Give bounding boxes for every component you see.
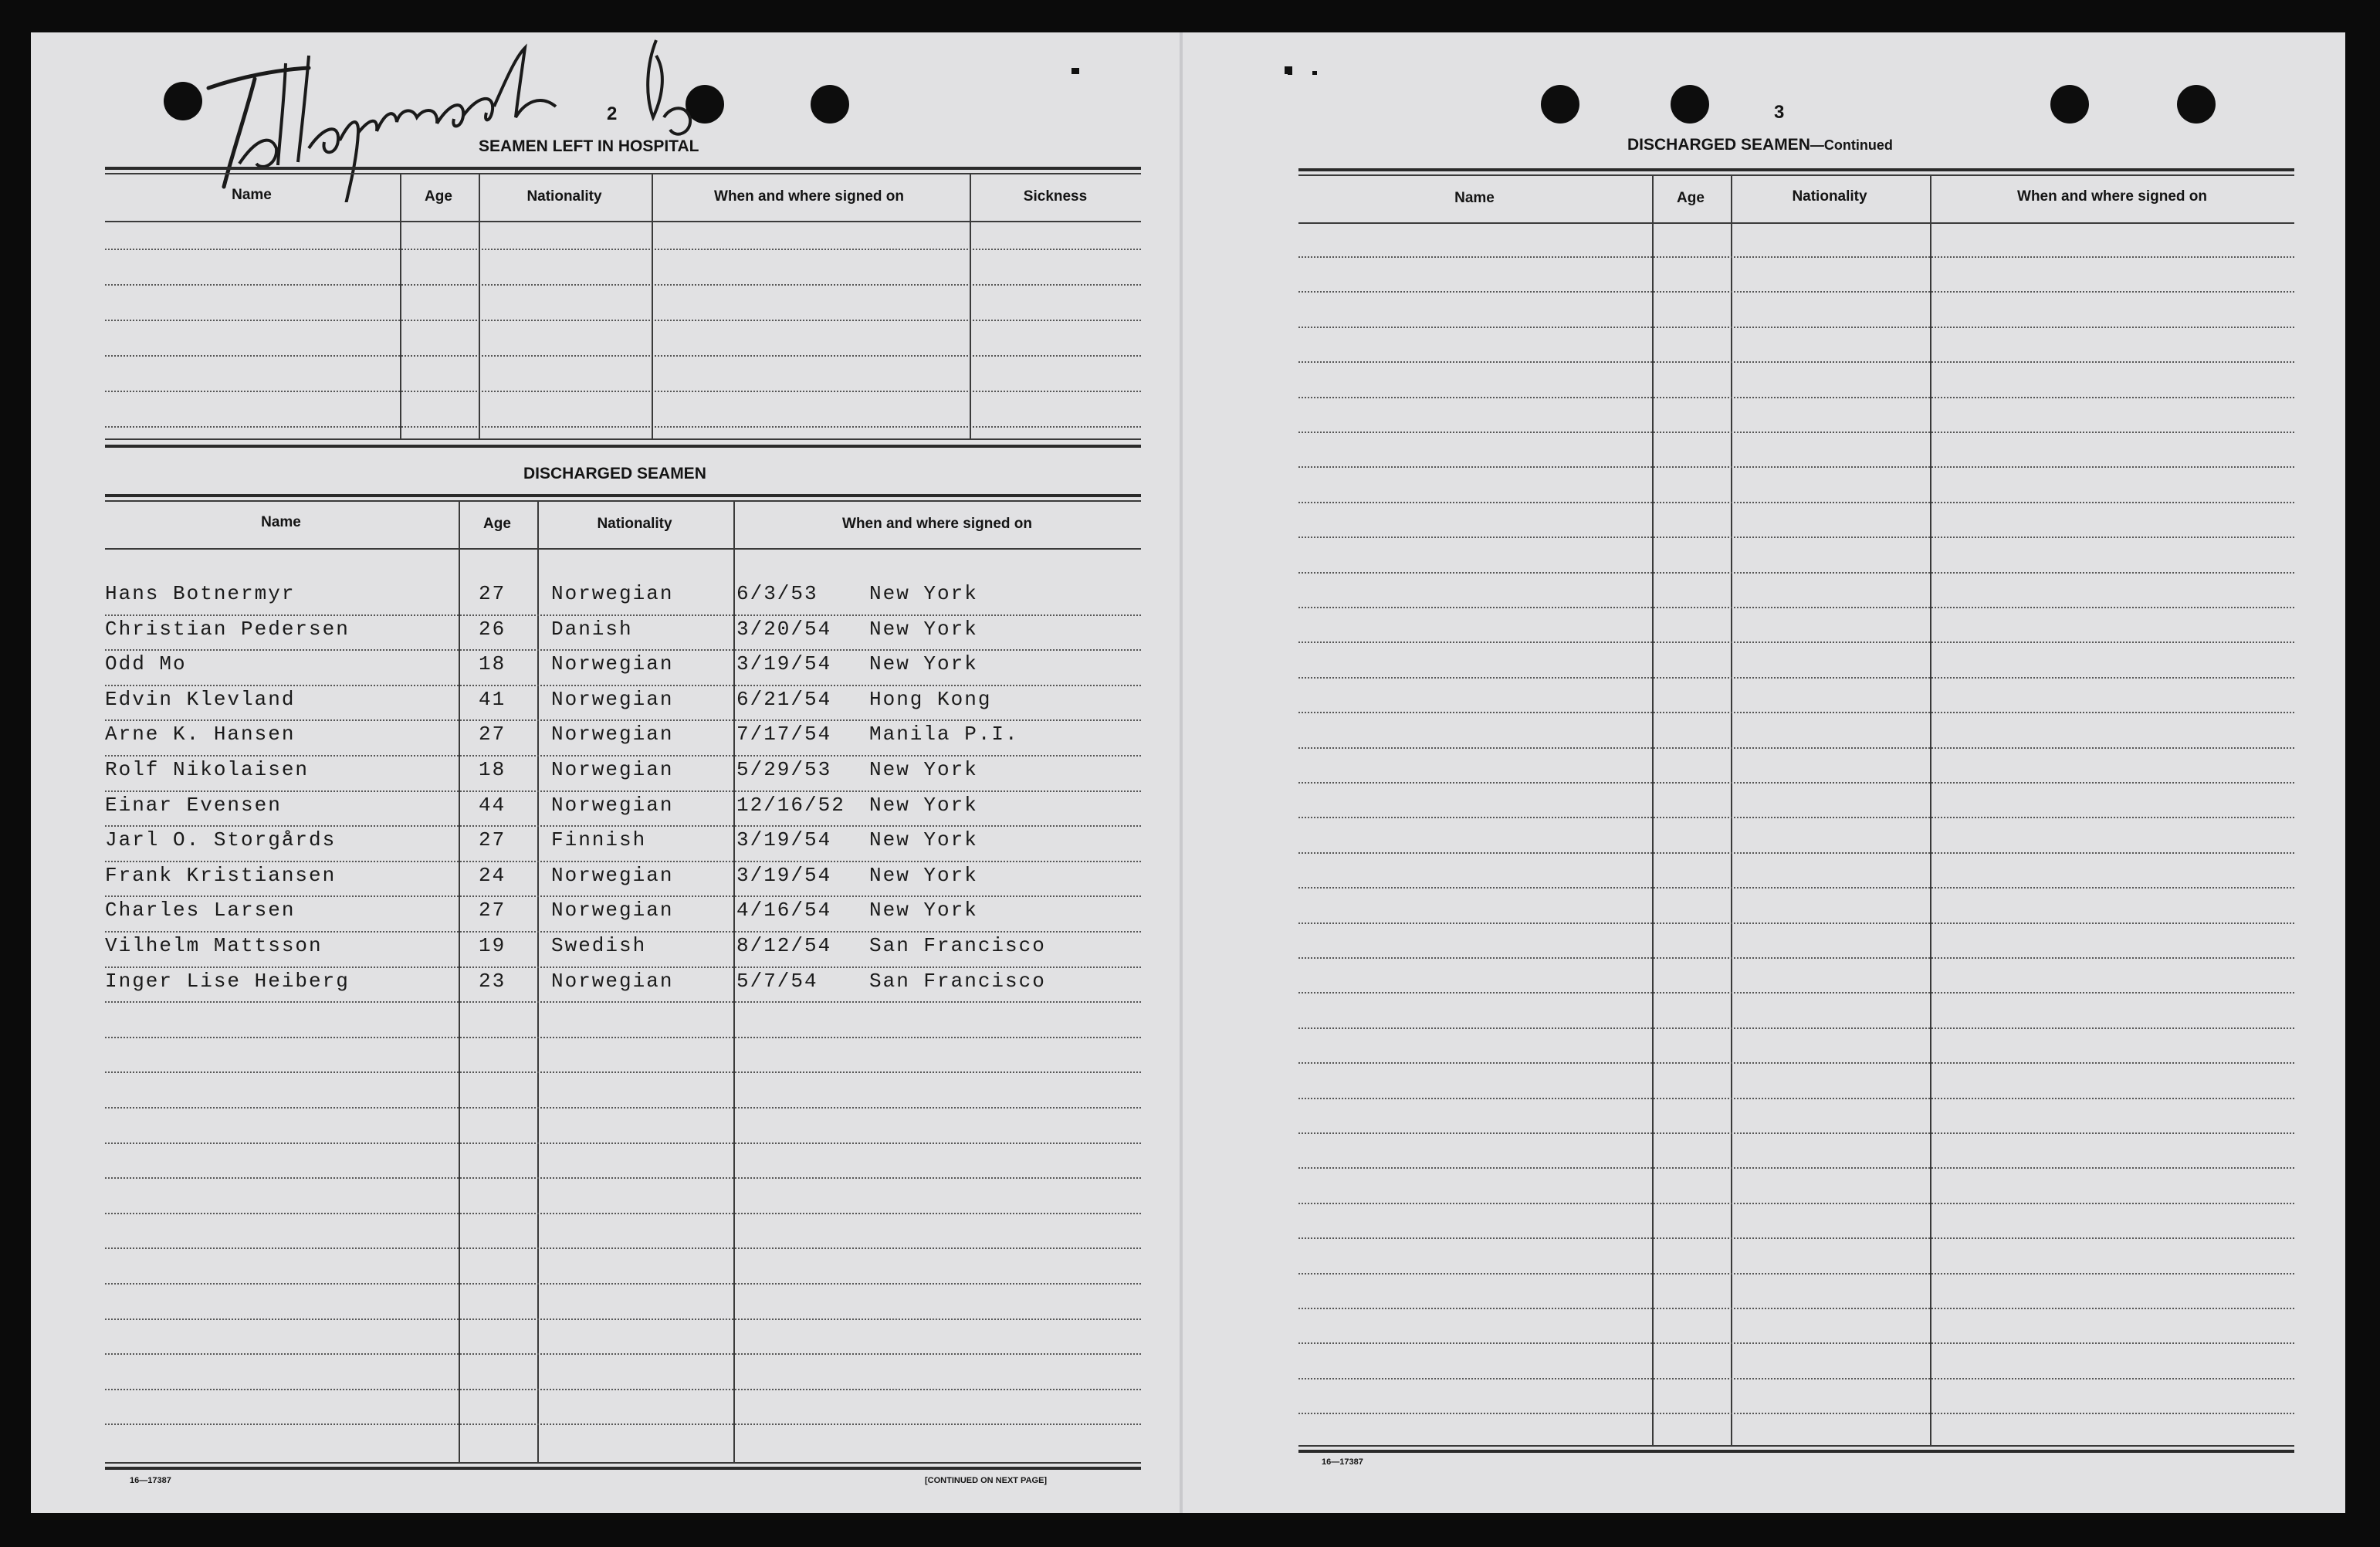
hospital-row-line (105, 249, 1141, 250)
row-line (105, 649, 1141, 651)
cell-name: Frank Kristiansen (105, 863, 337, 887)
cell-name: Vilhelm Mattsson (105, 934, 323, 957)
cell-name: Edvin Klevland (105, 687, 296, 711)
hospital-bottom-rule (105, 438, 1141, 440)
row-line (1298, 677, 2294, 679)
cell-age: 41 (479, 687, 506, 711)
right-col-nationality: Nationality (1792, 188, 1867, 205)
row-line (1298, 291, 2294, 293)
cell-nationality: Norwegian (551, 687, 674, 711)
row-line (1298, 397, 2294, 398)
hospital-col-divider (970, 173, 971, 440)
handwritten-signature (193, 32, 749, 202)
hospital-col-nationality: Nationality (526, 188, 602, 205)
cell-date: 3/19/54 (736, 652, 832, 676)
row-line (1298, 1308, 2294, 1309)
row-line (1298, 992, 2294, 994)
row-line (1298, 712, 2294, 713)
continued-section-title (1627, 136, 1893, 154)
left-page (31, 32, 1210, 1513)
cell-nationality: Norwegian (551, 899, 674, 922)
row-line (1298, 782, 2294, 784)
row-line (1298, 817, 2294, 818)
row-line (1298, 1378, 2294, 1379)
cell-place: New York (869, 899, 978, 922)
discharged-col-name: Name (261, 514, 301, 530)
row-line (1298, 1413, 2294, 1414)
right-top-rule (1298, 168, 2294, 171)
cell-date: 6/3/53 (736, 582, 818, 605)
cell-age: 23 (479, 969, 506, 993)
cell-name: Christian Pedersen (105, 617, 350, 641)
cell-name: Einar Evensen (105, 793, 282, 817)
row-line (1298, 607, 2294, 608)
continued-section-title-main: DISCHARGED SEAMEN (1627, 136, 1810, 154)
cell-date: 5/29/53 (736, 758, 832, 781)
cell-age: 18 (479, 758, 506, 781)
right-col-signed-on: When and where signed on (2017, 188, 2207, 205)
row-line (1298, 327, 2294, 328)
hospital-row-line (105, 320, 1141, 321)
hospital-col-name: Name (232, 187, 272, 203)
row-line (1298, 256, 2294, 258)
cell-age: 27 (479, 723, 506, 746)
cell-place: Hong Kong (869, 687, 992, 711)
hospital-section-title: SEAMEN LEFT IN HOSPITAL (479, 137, 699, 155)
row-line (1298, 1062, 2294, 1064)
cell-date: 3/20/54 (736, 617, 832, 641)
row-line (1298, 572, 2294, 574)
cell-date: 6/21/54 (736, 687, 832, 711)
discharged-col-signed-on: When and where signed on (842, 516, 1032, 532)
row-line (105, 1283, 1141, 1285)
cell-name: Rolf Nikolaisen (105, 758, 310, 781)
row-line (1298, 852, 2294, 854)
row-line (1298, 887, 2294, 889)
row-line (1298, 1342, 2294, 1344)
cell-name: Charles Larsen (105, 899, 296, 922)
right-page (1214, 32, 2345, 1513)
hospital-col-age: Age (425, 188, 452, 205)
cell-date: 12/16/52 (736, 793, 845, 817)
hospital-header-rule (105, 221, 1141, 222)
discharged-col-age: Age (483, 516, 511, 532)
discharged-header-rule (105, 548, 1141, 550)
row-line (1298, 502, 2294, 503)
cell-date: 5/7/54 (736, 969, 818, 993)
cell-nationality: Norwegian (551, 863, 674, 887)
cell-nationality: Norwegian (551, 969, 674, 993)
right-col-divider (1652, 174, 1654, 1447)
hospital-row-line (105, 284, 1141, 286)
cell-name: Hans Botnermyr (105, 582, 296, 605)
hospital-bottom-rule-2 (105, 445, 1141, 448)
row-line (1298, 361, 2294, 363)
cell-age: 26 (479, 617, 506, 641)
rule (105, 173, 1141, 174)
row-line (105, 1001, 1141, 1003)
right-bottom-rule (1298, 1445, 2294, 1447)
row-line (1298, 1203, 2294, 1204)
cell-nationality: Finnish (551, 828, 647, 852)
row-line (105, 685, 1141, 686)
cell-place: New York (869, 582, 978, 605)
row-line (105, 1142, 1141, 1144)
cell-place: New York (869, 758, 978, 781)
row-line (1298, 1027, 2294, 1029)
cell-age: 24 (479, 863, 506, 887)
discharged-col-nationality: Nationality (597, 516, 672, 532)
cell-age: 18 (479, 652, 506, 676)
discharged-top-rule (105, 494, 1141, 497)
row-line (105, 1213, 1141, 1214)
page-number: 2 (607, 103, 618, 124)
row-line (1298, 957, 2294, 959)
right-col-name: Name (1454, 190, 1495, 206)
form-number: 16—17387 (1322, 1457, 1363, 1467)
hospital-col-divider (479, 173, 480, 440)
row-line (1298, 537, 2294, 538)
cell-date: 7/17/54 (736, 723, 832, 746)
rule (105, 500, 1141, 502)
cell-name: Arne K. Hansen (105, 723, 296, 746)
page-fold (1180, 32, 1183, 1513)
cell-name: Odd Mo (105, 652, 187, 676)
row-line (1298, 432, 2294, 433)
row-line (1298, 641, 2294, 643)
cell-date: 3/19/54 (736, 828, 832, 852)
right-header-rule (1298, 222, 2294, 224)
row-line (105, 1389, 1141, 1390)
discharged-bottom-rule-2 (105, 1467, 1141, 1470)
hospital-row-line (105, 391, 1141, 392)
row-line (1298, 466, 2294, 468)
hospital-row-line (105, 355, 1141, 357)
scanned-document (31, 32, 2345, 1513)
row-line (105, 1353, 1141, 1355)
row-line (105, 719, 1141, 721)
cell-date: 8/12/54 (736, 934, 832, 957)
cell-place: New York (869, 863, 978, 887)
page-number: 3 (1774, 102, 1785, 123)
hospital-col-divider (652, 173, 653, 440)
row-line (105, 614, 1141, 616)
row-line (105, 1423, 1141, 1425)
row-line (1298, 922, 2294, 924)
cell-age: 19 (479, 934, 506, 957)
row-line (1298, 1237, 2294, 1239)
hospital-col-signed-on: When and where signed on (714, 188, 904, 205)
cell-place: New York (869, 793, 978, 817)
cell-date: 3/19/54 (736, 863, 832, 887)
cell-nationality: Swedish (551, 934, 647, 957)
discharged-bottom-rule (105, 1462, 1141, 1464)
row-line (105, 1247, 1141, 1249)
right-bottom-rule-2 (1298, 1450, 2294, 1453)
cell-nationality: Norwegian (551, 652, 674, 676)
cell-place: San Francisco (869, 934, 1046, 957)
cell-name: Jarl O. Storgårds (105, 828, 337, 852)
discharged-section-title: DISCHARGED SEAMEN (523, 465, 706, 482)
cell-place: New York (869, 652, 978, 676)
cell-age: 27 (479, 899, 506, 922)
continued-section-title-suffix: —Continued (1810, 137, 1893, 153)
cell-age: 27 (479, 582, 506, 605)
hospital-col-divider (400, 173, 401, 440)
cell-nationality: Norwegian (551, 758, 674, 781)
hospital-col-sickness: Sickness (1023, 188, 1088, 205)
cell-nationality: Norwegian (551, 793, 674, 817)
cell-date: 4/16/54 (736, 899, 832, 922)
right-col-divider (1731, 174, 1732, 1447)
row-line (1298, 1098, 2294, 1099)
cell-place: Manila P.I. (869, 723, 1019, 746)
row-line (105, 931, 1141, 933)
cell-place: New York (869, 828, 978, 852)
right-col-divider (1930, 174, 1931, 1447)
row-line (1298, 1273, 2294, 1274)
cell-nationality: Norwegian (551, 723, 674, 746)
form-number: 16—17387 (130, 1476, 171, 1485)
cell-nationality: Danish (551, 617, 633, 641)
row-line (105, 966, 1141, 968)
row-line (1298, 1132, 2294, 1134)
cell-name: Inger Lise Heiberg (105, 969, 350, 993)
row-line (1298, 747, 2294, 749)
cell-age: 44 (479, 793, 506, 817)
row-line (105, 1071, 1141, 1073)
cell-age: 27 (479, 828, 506, 852)
cell-nationality: Norwegian (551, 582, 674, 605)
row-line (105, 1319, 1141, 1320)
continued-note: [CONTINUED ON NEXT PAGE] (925, 1476, 1048, 1485)
rule (1298, 174, 2294, 176)
row-line (105, 1177, 1141, 1179)
row-line (105, 755, 1141, 757)
row-line (105, 895, 1141, 897)
hospital-top-rule (105, 167, 1141, 170)
row-line (105, 825, 1141, 827)
row-line (1298, 1167, 2294, 1169)
row-line (105, 861, 1141, 862)
hospital-row-line (105, 426, 1141, 428)
row-line (105, 790, 1141, 792)
right-col-age: Age (1677, 190, 1705, 206)
cell-place: San Francisco (869, 969, 1046, 993)
row-line (105, 1037, 1141, 1038)
row-line (105, 1107, 1141, 1109)
cell-place: New York (869, 617, 978, 641)
